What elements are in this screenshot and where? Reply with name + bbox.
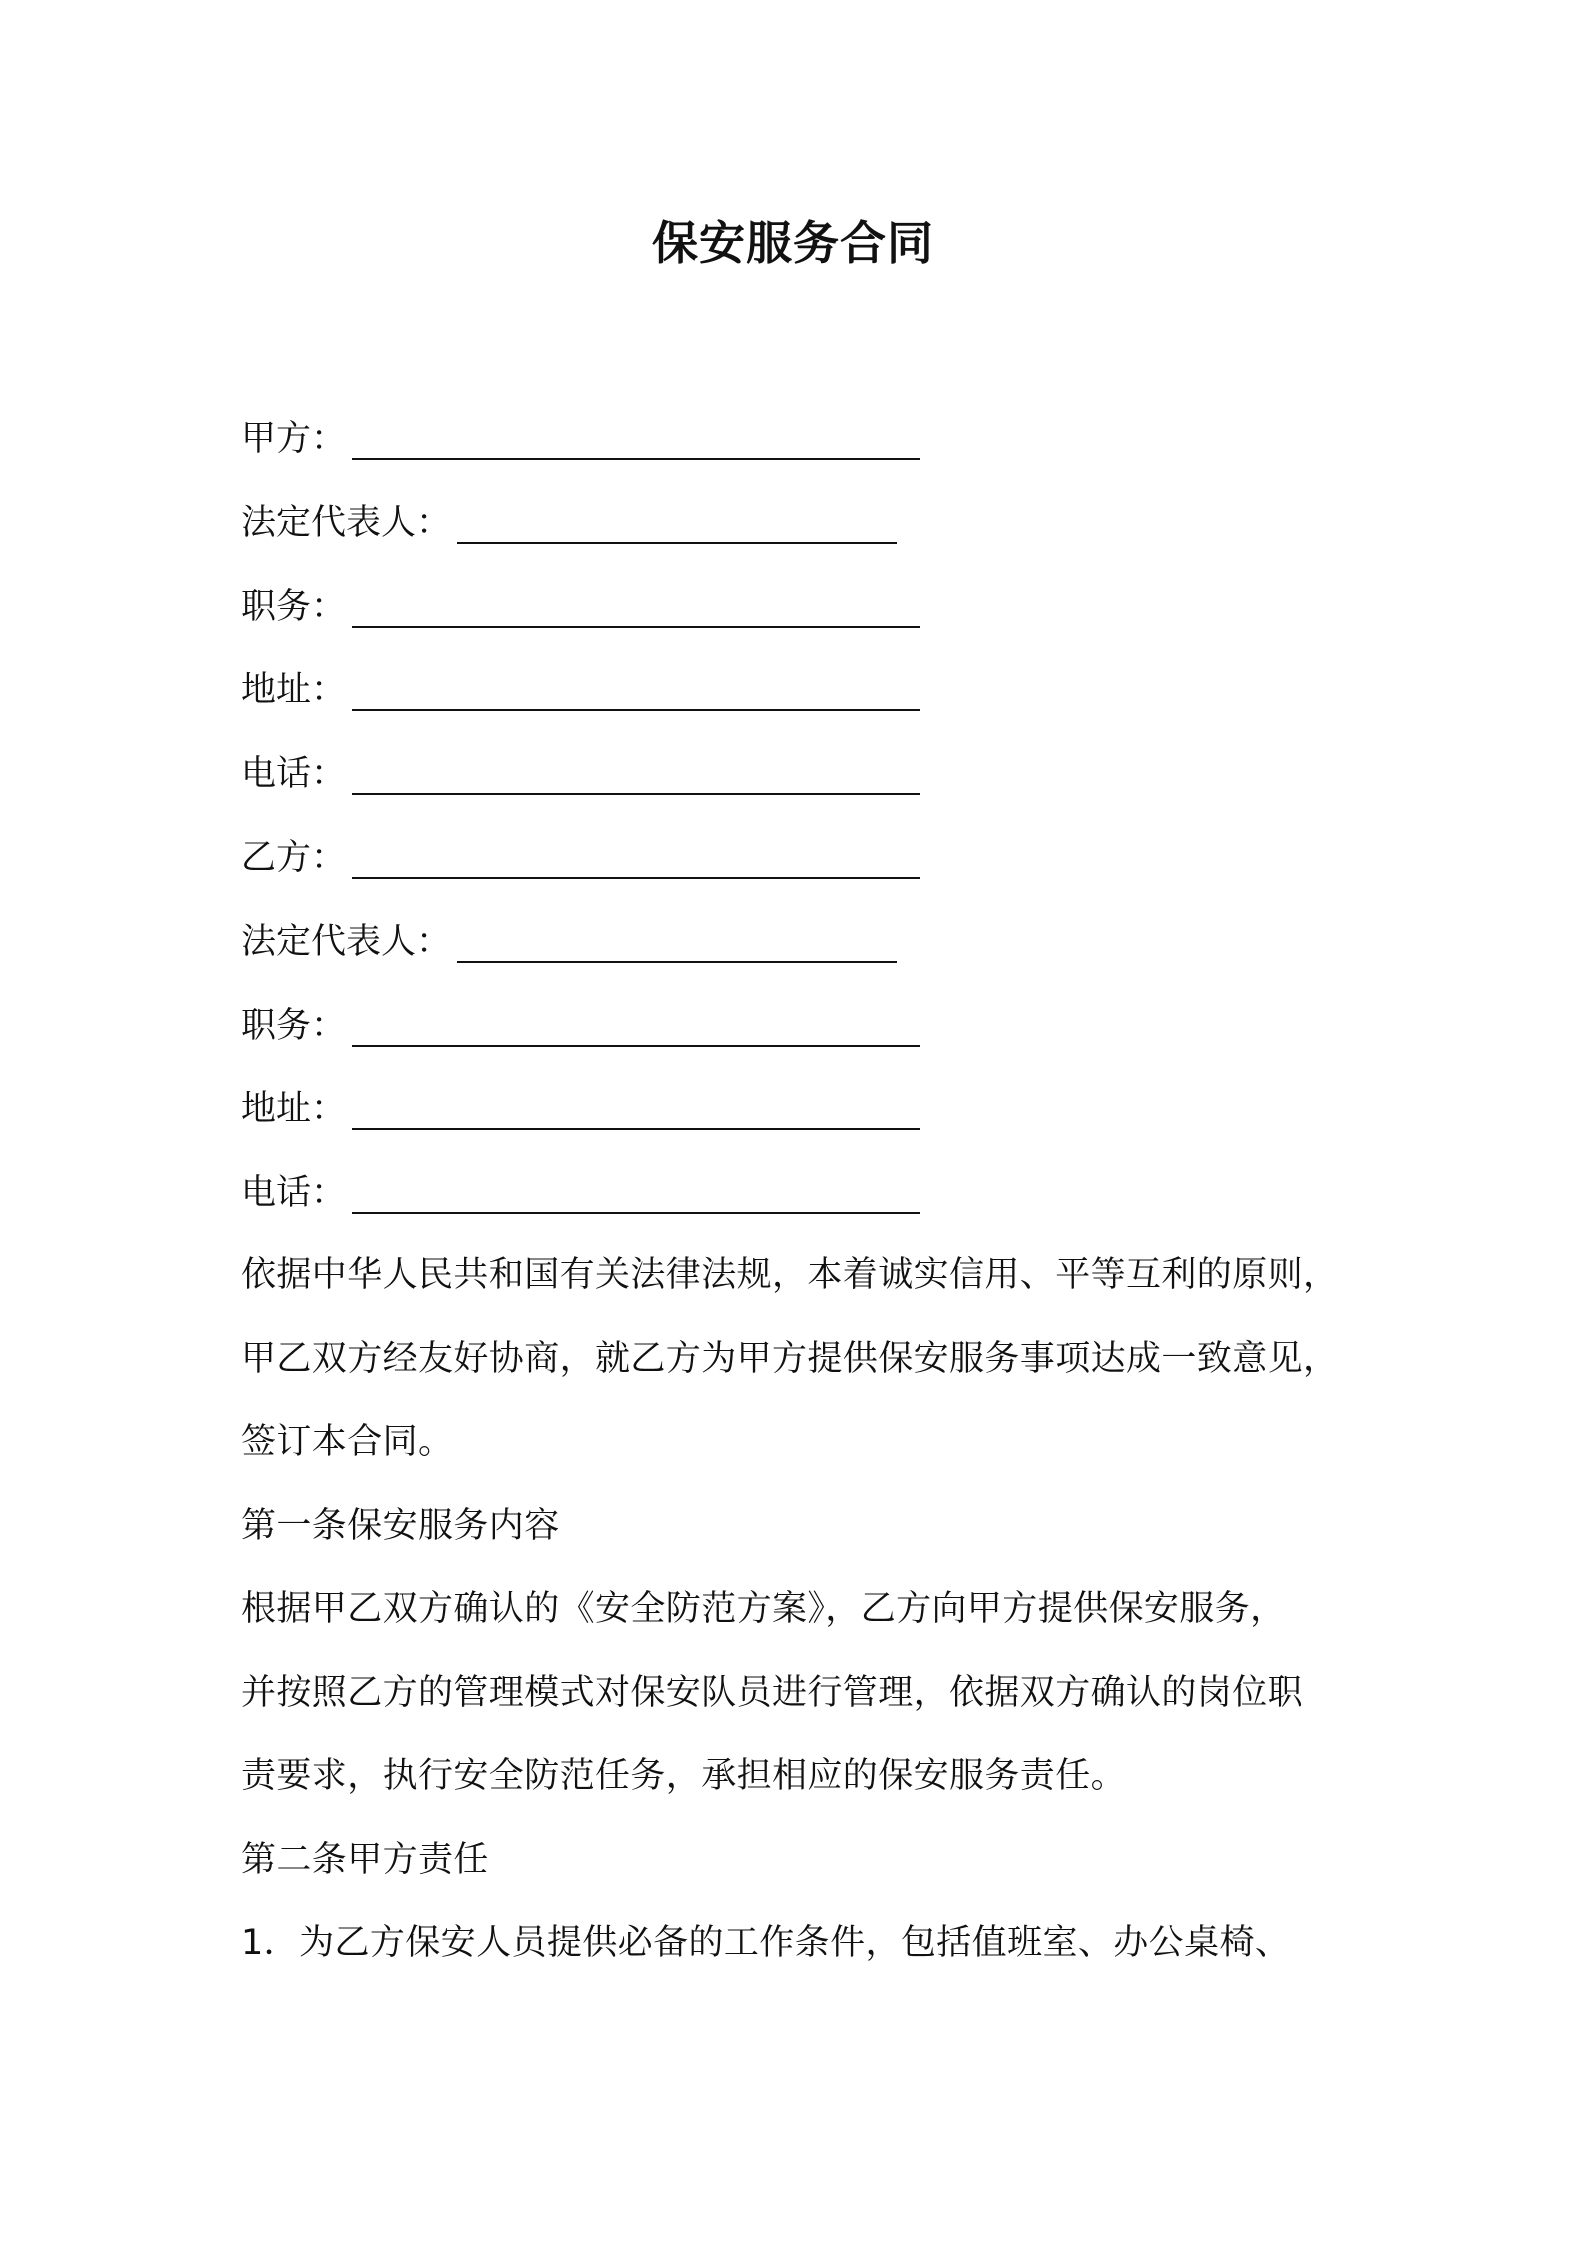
field-party-b-address — [241, 1074, 1391, 1158]
body-line: 签订本合同。 — [241, 1422, 454, 1462]
party-fields — [241, 404, 1391, 1242]
body-line: 责要求，执行安全防范任务，承担相应的保安服务责任。 — [241, 1756, 1127, 1796]
field-label: 电话： — [241, 1173, 347, 1214]
fill-in-line — [457, 907, 897, 963]
document-title: 保安服务合同 — [652, 216, 934, 270]
field-party-a — [241, 404, 1391, 488]
field-party-a-position — [241, 572, 1391, 656]
field-label: 法定代表人： — [241, 921, 452, 962]
field-label: 甲方： — [241, 419, 347, 459]
fill-in-line — [352, 572, 920, 628]
section-heading: 第二条甲方责任 — [241, 1839, 489, 1880]
field-party-b-phone — [241, 1158, 1391, 1242]
section-heading: 第一条保安服务内容 — [241, 1505, 560, 1546]
fill-in-line — [352, 739, 920, 795]
body-line: 根据甲乙双方确认的《安全防范方案》，乙方向甲方提供保安服务， — [241, 1589, 1286, 1629]
field-label: 职务： — [241, 586, 347, 627]
field-party-a-legal-rep — [241, 488, 1391, 572]
fill-in-line — [352, 655, 920, 711]
field-party-a-phone — [241, 739, 1391, 823]
field-label: 职务： — [241, 1005, 347, 1046]
fill-in-line — [457, 488, 897, 544]
field-party-a-address — [241, 655, 1391, 739]
field-label: 地址： — [241, 670, 347, 711]
fill-in-line — [352, 404, 920, 460]
field-party-b-position — [241, 991, 1391, 1075]
field-party-b — [241, 823, 1391, 907]
body-line: 依据中华人民共和国有关法律法规，本着诚实信用、平等互利的原则， — [241, 1255, 1339, 1295]
field-label: 乙方： — [241, 837, 347, 878]
fill-in-line — [352, 1158, 920, 1214]
contract-body — [241, 1240, 1381, 1992]
list-item: 1．为乙方保安人员提供必备的工作条件，包括值班室、办公桌椅、 — [241, 1923, 1291, 1963]
field-label: 地址： — [241, 1089, 347, 1130]
field-label: 法定代表人： — [241, 502, 452, 543]
fill-in-line — [352, 1074, 920, 1130]
fill-in-line — [352, 991, 920, 1047]
field-party-b-legal-rep — [241, 907, 1391, 991]
body-line: 甲乙双方经友好协商，就乙方为甲方提供保安服务事项达成一致意见， — [241, 1338, 1339, 1379]
field-label: 电话： — [241, 754, 347, 795]
body-line: 并按照乙方的管理模式对保安队员进行管理，依据双方确认的岗位职 — [241, 1672, 1304, 1713]
fill-in-line — [352, 823, 920, 879]
